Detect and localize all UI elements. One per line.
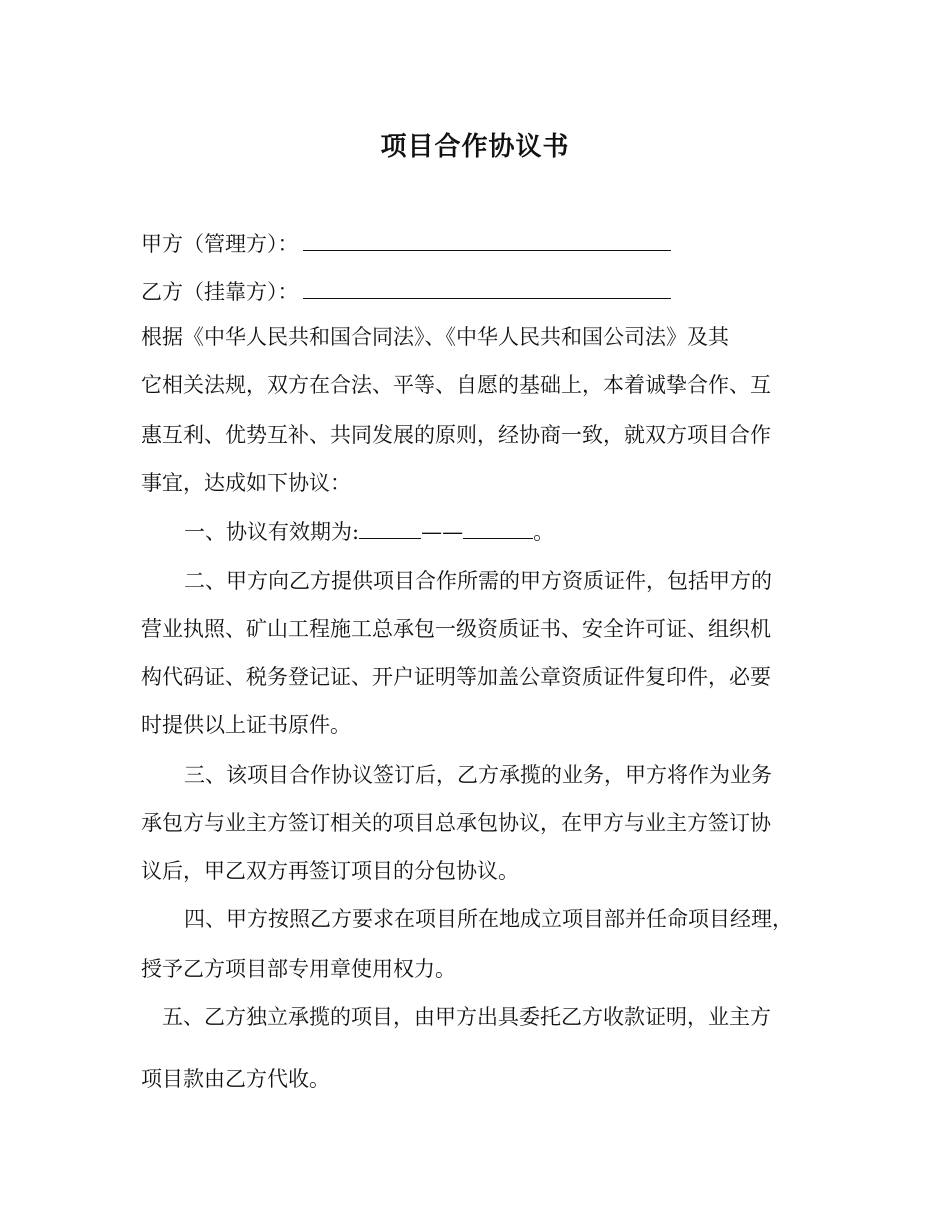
intro-line-1: 根据《中华人民共和国合同法》、《中华人民共和国公司法》及其 — [141, 325, 729, 349]
clause-3-line-1: 三、该项目合作协议签订后，乙方承揽的业务，甲方将作为业务 — [184, 763, 772, 787]
end-date-blank[interactable] — [463, 516, 533, 539]
document-title: 项目合作协议书 — [380, 132, 570, 162]
clause-3-line-3: 议后，甲乙双方再签订项目的分包协议。 — [141, 859, 519, 883]
clause-5-line-2: 项目款由乙方代收。 — [141, 1067, 330, 1091]
party-b-label: 乙方（挂靠方）： — [141, 280, 299, 304]
party-b-blank[interactable] — [303, 276, 671, 299]
party-a-label: 甲方（管理方）： — [141, 232, 299, 256]
party-b-line — [141, 276, 671, 307]
start-date-blank[interactable] — [359, 516, 421, 539]
clause-3-line-2: 承包方与业主方签订相关的项目总承包协议，在甲方与业主方签订协 — [141, 811, 771, 835]
clause-2-line-3: 构代码证、税务登记证、开户证明等加盖公章资质证件复印件，必要 — [141, 665, 771, 689]
clause-5-line-1: 五、乙方独立承揽的项目，由甲方出具委托乙方收款证明，业主方 — [162, 1005, 771, 1029]
clause-4-line-2: 授予乙方项目部专用章使用权力。 — [141, 957, 456, 981]
clause-2-line-4: 时提供以上证书原件。 — [141, 713, 351, 737]
party-a-line — [141, 228, 671, 259]
intro-line-4: 事宜，达成如下协议： — [141, 471, 351, 495]
clause-4-line-1: 四、甲方按照乙方要求在项目所在地成立项目部并任命项目经理， — [184, 907, 793, 931]
clause-2-line-1: 二、甲方向乙方提供项目合作所需的甲方资质证件，包括甲方的 — [184, 569, 772, 593]
clause-1-prefix: 一、协议有效期为: — [184, 520, 360, 544]
party-a-blank[interactable] — [303, 228, 671, 251]
clause-1-dash: —— — [421, 520, 464, 544]
intro-line-2: 它相关法规，双方在合法、平等、自愿的基础上，本着诚挚合作、互 — [141, 373, 771, 397]
clause-1-line — [184, 516, 554, 547]
intro-line-3: 惠互利、优势互补、共同发展的原则，经协商一致，就双方项目合作 — [141, 423, 771, 447]
clause-1-suffix: 。 — [533, 520, 555, 544]
clause-2-line-2: 营业执照、矿山工程施工总承包一级资质证书、安全许可证、组织机 — [141, 617, 771, 641]
